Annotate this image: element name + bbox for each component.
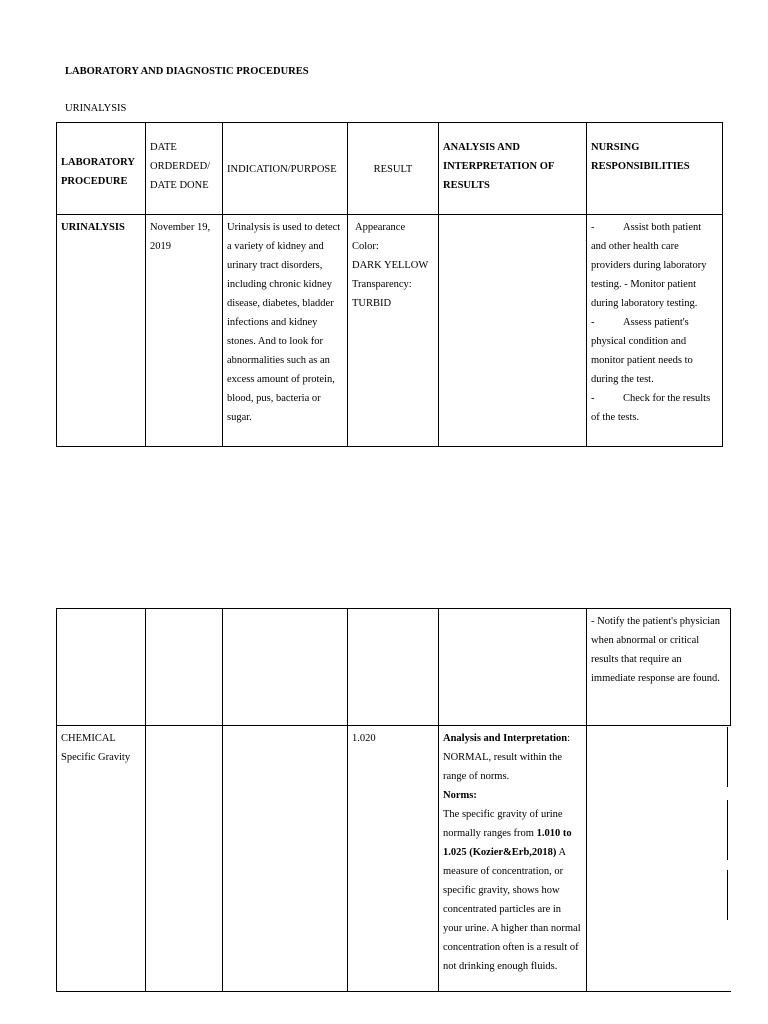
- cell-date: November 19, 2019: [146, 215, 223, 447]
- cell-analysis: Analysis and Interpretation: NORMAL, result within the range of norms. Norms: The specific gravity of urine normally ranges from 1.010 to 1.025 (Kozier&Erb,2018) A measure of concentration, or specific gravity, shows how concentrated particles are in your urine. A higher than normal concentration often is a result of not drinking enough fluids.: [439, 726, 587, 992]
- header-date: DATE ORDERDED/ DATE DONE: [146, 123, 223, 215]
- table-border-fragment: [727, 870, 728, 920]
- cell-result: 1.020: [348, 726, 439, 992]
- cell-result: Appearance Color: DARK YELLOW Transparency: TURBID: [348, 215, 439, 447]
- nursing-item: - Check for the results of the tests.: [591, 393, 711, 423]
- cell-analysis: [439, 215, 587, 447]
- document-heading: LABORATORY AND DIAGNOSTIC PROCEDURES: [65, 66, 309, 77]
- table-border-fragment: [727, 727, 728, 787]
- nursing-item: - Assist both patient and other health care providers during laboratory testing. - Monitor patient during laboratory testing.: [591, 222, 707, 309]
- table-row: [57, 215, 723, 447]
- cell-indication: [223, 609, 348, 726]
- table-row: [57, 726, 731, 992]
- header-laboratory-procedure: LABORATORY PROCEDURE: [57, 123, 146, 215]
- cell-date: [146, 609, 223, 726]
- cell-procedure: URINALYSIS: [57, 215, 146, 447]
- cell-nursing: - Notify the patient's physician when abnormal or critical results that require an immediate response are found.: [587, 609, 731, 726]
- cell-procedure: [57, 609, 146, 726]
- table-border-fragment: [727, 800, 728, 860]
- cell-nursing: [587, 726, 731, 992]
- cell-date: [146, 726, 223, 992]
- header-nursing: NURSING RESPONSIBILITIES: [587, 123, 723, 215]
- cell-result: [348, 609, 439, 726]
- header-indication: INDICATION/PURPOSE: [223, 123, 348, 215]
- lab-procedures-table: [56, 122, 723, 447]
- section-subheading: URINALYSIS: [65, 103, 127, 114]
- cell-nursing: [587, 215, 723, 447]
- lab-procedures-table-continued: [56, 608, 731, 992]
- table-header-row: [57, 123, 723, 215]
- header-analysis: ANALYSIS AND INTERPRETATION OF RESULTS: [439, 123, 587, 215]
- header-result: RESULT: [348, 123, 439, 215]
- cell-indication: Urinalysis is used to detect a variety of kidney and urinary tract disorders, including chronic kidney disease, diabetes, bladder infections and kidney stones. And to look for abnormalities such as an excess amount of protein, blood, pus, bacteria or sugar.: [223, 215, 348, 447]
- nursing-item: - Assess patient's physical condition and monitor patient needs to during the test.: [591, 317, 693, 385]
- cell-analysis: [439, 609, 587, 726]
- table-row: [57, 609, 731, 726]
- cell-procedure: CHEMICAL Specific Gravity: [57, 726, 146, 992]
- cell-indication: [223, 726, 348, 992]
